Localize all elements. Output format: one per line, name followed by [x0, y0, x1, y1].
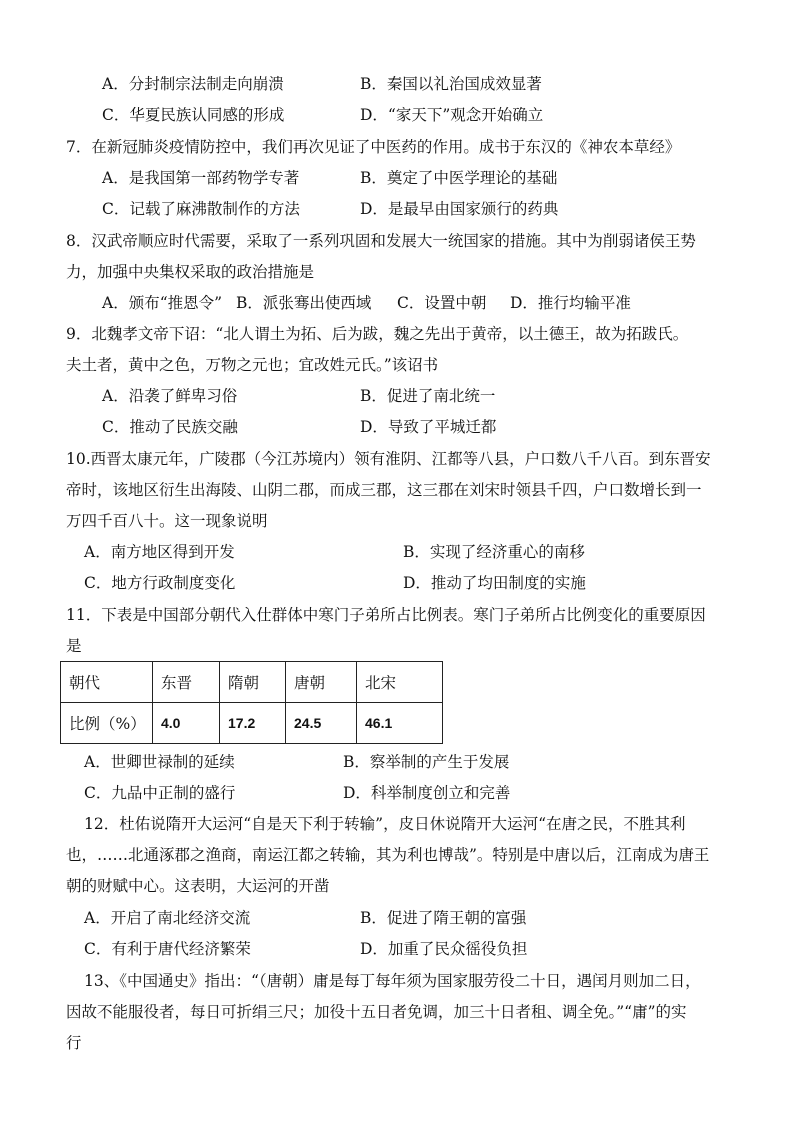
q8-option-b: B．派张骞出使西域 — [236, 294, 372, 312]
q12-option-c: C．有利于唐代经济繁荣 — [84, 940, 251, 958]
q7-option-b: B．奠定了中医学理论的基础 — [360, 169, 558, 187]
q13-stem-line-3: 行 — [66, 1034, 82, 1052]
q12-stem-line-3: 朝的财赋中心。这表明，大运河的开凿 — [66, 877, 330, 895]
table-cell: 朝代 — [61, 662, 153, 703]
q10-option-d: D．推动了均田制度的实施 — [403, 574, 586, 592]
q11-stem-line-2: 是 — [66, 637, 82, 655]
table-cell: 隋朝 — [220, 662, 286, 703]
q8-option-d: D．推行均输平准 — [510, 294, 631, 312]
table-header-row — [61, 662, 443, 703]
q7-option-c: C．记载了麻沸散制作的方法 — [102, 200, 300, 218]
table-cell: 北宋 — [357, 662, 443, 703]
q9-option-b: B．促进了南北统一 — [360, 387, 496, 405]
q10-stem-line-2: 帝时，该地区衍生出海陵、山阴二郡，而成三郡，这三郡在刘宋时领县千四，户口数增长到一 — [66, 481, 702, 499]
table-cell: 46.1 — [357, 703, 443, 744]
q6-option-a: A．分封制宗法制走向崩溃 — [102, 75, 284, 93]
q8-option-c: C．设置中朝 — [397, 294, 487, 312]
q11-option-b: B．察举制的产生于发展 — [343, 753, 510, 771]
q12-stem-line-2: 也，……北通涿郡之渔商，南运江都之转输，其为利也博哉”。特别是中唐以后，江南成为唐王 — [66, 846, 710, 864]
q10-stem-line-3: 万四千百八十。这一现象说明 — [66, 512, 268, 530]
q10-stem-line-1: 10.西晋太康元年，广陵郡（今江苏境内）领有淮阴、江都等八县，户口数八千八百。到东晋安 — [66, 450, 711, 468]
q12-option-b: B．促进了隋王朝的富强 — [360, 909, 527, 927]
q7-option-a: A．是我国第一部药物学专著 — [102, 169, 300, 187]
q13-stem-line-2: 因故不能服役者，每日可折绢三尺；加役十五日者免调，加三十日者租、调全免。”“庸”的实 — [66, 1003, 687, 1021]
q8-stem-line-1: 8．汉武帝顺应时代需要，采取了一系列巩固和发展大一统国家的措施。其中为削弱诸侯王势 — [66, 232, 696, 250]
q9-option-a: A．沿袭了鲜卑习俗 — [102, 387, 238, 405]
table-cell: 17.2 — [220, 703, 286, 744]
ratio-table — [60, 661, 443, 744]
q11-option-d: D．科举制度创立和完善 — [343, 784, 511, 802]
q12-option-a: A．开启了南北经济交流 — [84, 909, 251, 927]
table-cell: 东晋 — [153, 662, 220, 703]
q6-option-c: C．华夏民族认同感的形成 — [102, 106, 285, 124]
table-cell: 唐朝 — [286, 662, 357, 703]
q8-stem-line-2: 力，加强中央集权采取的政治措施是 — [66, 263, 315, 281]
q12-option-d: D．加重了民众徭役负担 — [360, 940, 528, 958]
q9-option-d: D．导致了平城迁都 — [360, 418, 497, 436]
q6-option-b: B．秦国以礼治国成效显著 — [360, 75, 542, 93]
q9-stem-line-1: 9．北魏孝文帝下诏：“北人谓土为拓、后为跋，魏之先出于黄帝，以土德王，故为拓跋氏。 — [66, 325, 689, 343]
table-cell: 24.5 — [286, 703, 357, 744]
q9-option-c: C．推动了民族交融 — [102, 418, 238, 436]
q12-stem-line-1: 12．杜佑说隋开大运河“自是天下利于转输”，皮日休说隋开大运河“在唐之民，不胜其利 — [84, 815, 686, 833]
q7-option-d: D．是最早由国家颁行的药典 — [360, 200, 559, 218]
q7-stem: 7．在新冠肺炎疫情防控中，我们再次见证了中医药的作用。成书于东汉的《神农本草经》 — [66, 138, 681, 156]
q10-option-c: C．地方行政制度变化 — [84, 574, 236, 592]
q6-option-d: D．“家天下”观念开始确立 — [360, 106, 544, 124]
q13-stem-line-1: 13、《中国通史》指出：“（唐朝）庸是每丁每年须为国家服劳役二十日，遇闰月则加二日， — [84, 972, 701, 990]
q8-option-a: A．颁布“推恩令” — [102, 294, 223, 312]
q9-stem-line-2: 夫土者，黄中之色，万物之元也；宜改姓元氏。”该诏书 — [66, 356, 439, 374]
table-cell: 比例（%） — [61, 703, 153, 744]
q11-option-a: A．世卿世禄制的延续 — [84, 753, 235, 771]
q11-option-c: C．九品中正制的盛行 — [84, 784, 236, 802]
q10-option-a: A．南方地区得到开发 — [84, 543, 235, 561]
q10-option-b: B．实现了经济重心的南移 — [403, 543, 585, 561]
q11-stem-line-1: 11．下表是中国部分朝代入仕群体中寒门子弟所占比例表。寒门子弟所占比例变化的重要原因 — [66, 606, 706, 624]
table-cell: 4.0 — [153, 703, 220, 744]
table-row — [61, 703, 443, 744]
